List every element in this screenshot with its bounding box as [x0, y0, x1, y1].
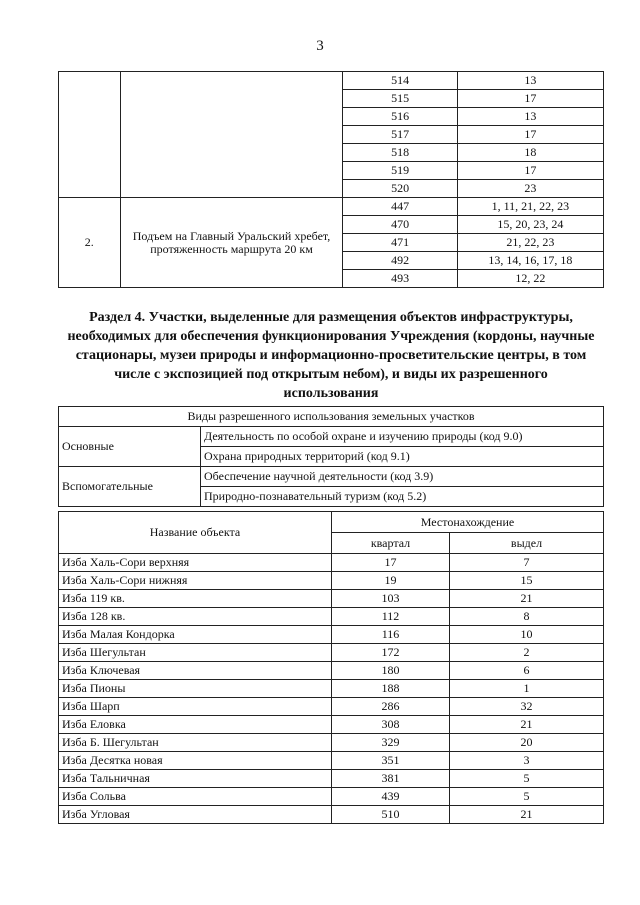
route-name-cell	[120, 72, 343, 198]
table-row	[59, 770, 604, 788]
kvartal-cell: 286	[332, 698, 450, 716]
objects-table	[58, 511, 604, 824]
vydel-cell: 1, 11, 21, 22, 23	[457, 198, 603, 216]
vydel-cell: 10	[450, 626, 604, 644]
kvartal-cell: 515	[343, 90, 457, 108]
object-name-cell: Изба Пионы	[59, 680, 332, 698]
object-name-cell: Изба Малая Кондорка	[59, 626, 332, 644]
kvartal-cell: 520	[343, 180, 457, 198]
main-use-item: Деятельность по особой охране и изучению природы (код 9.0)	[201, 427, 604, 447]
kvartal-cell: 518	[343, 144, 457, 162]
vydel-cell: 23	[457, 180, 603, 198]
kvartal-cell: 471	[343, 234, 457, 252]
vydel-cell: 3	[450, 752, 604, 770]
vydel-cell: 18	[457, 144, 603, 162]
page-number: 3	[316, 38, 324, 54]
route-number-cell	[59, 72, 121, 198]
kvartal-cell: 447	[343, 198, 457, 216]
kvartal-cell: 112	[332, 608, 450, 626]
aux-use-item: Природно-познавательный туризм (код 5.2)	[201, 487, 604, 507]
kvartal-cell: 439	[332, 788, 450, 806]
vydel-cell: 32	[450, 698, 604, 716]
object-name-cell: Изба Угловая	[59, 806, 332, 824]
object-name-cell: Изба Б. Шегультан	[59, 734, 332, 752]
kvartal-cell: 510	[332, 806, 450, 824]
vydel-cell: 7	[450, 554, 604, 572]
kvartal-cell: 116	[332, 626, 450, 644]
kvartal-cell: 381	[332, 770, 450, 788]
table-row	[59, 608, 604, 626]
main-use-item: Охрана природных территорий (код 9.1)	[201, 447, 604, 467]
col-header-kvartal: квартал	[332, 533, 450, 554]
object-name-cell: Изба Шегультан	[59, 644, 332, 662]
vydel-cell: 15, 20, 23, 24	[457, 216, 603, 234]
kvartal-cell: 514	[343, 72, 457, 90]
object-name-cell: Изба Еловка	[59, 716, 332, 734]
col-header-location: Местонахождение	[332, 512, 604, 533]
vydel-cell: 17	[457, 126, 603, 144]
kvartal-cell: 180	[332, 662, 450, 680]
kvartal-cell: 188	[332, 680, 450, 698]
vydel-cell: 15	[450, 572, 604, 590]
table-row	[59, 644, 604, 662]
vydel-cell: 21	[450, 716, 604, 734]
object-name-cell: Изба Шарп	[59, 698, 332, 716]
object-name-cell: Изба Халь-Сори нижняя	[59, 572, 332, 590]
vydel-cell: 20	[450, 734, 604, 752]
table-row	[59, 734, 604, 752]
table-row	[59, 72, 604, 90]
object-name-cell: Изба Ключевая	[59, 662, 332, 680]
vydel-cell: 12, 22	[457, 270, 603, 288]
vydel-cell: 13	[457, 108, 603, 126]
vydel-cell: 21	[450, 806, 604, 824]
table-row	[59, 554, 604, 572]
route-number-cell: 2.	[59, 198, 121, 288]
object-name-cell: Изба 128 кв.	[59, 608, 332, 626]
section-title: Раздел 4. Участки, выделенные для размещения объектов инфраструктуры, необходимых для обеспечения функционирования Учреждения (кордоны, научные стационары, музеи природы и информационно-просветительские центры, в том числе с экспозицией под открытым небом), и виды их разрешенного использования	[67, 310, 595, 401]
vydel-cell: 5	[450, 770, 604, 788]
kvartal-cell: 17	[332, 554, 450, 572]
kvartal-cell: 308	[332, 716, 450, 734]
table-row	[59, 680, 604, 698]
table-row	[59, 698, 604, 716]
kvartal-cell: 103	[332, 590, 450, 608]
table-row	[59, 752, 604, 770]
table-row	[59, 626, 604, 644]
kvartal-cell: 519	[343, 162, 457, 180]
table-row	[59, 806, 604, 824]
vydel-cell: 6	[450, 662, 604, 680]
kvartal-cell: 516	[343, 108, 457, 126]
table-row	[59, 662, 604, 680]
vydel-cell: 21	[450, 590, 604, 608]
vydel-cell: 13	[457, 72, 603, 90]
land-use-table	[58, 406, 604, 507]
table-row	[59, 572, 604, 590]
kvartal-cell: 470	[343, 216, 457, 234]
object-name-cell: Изба Сольва	[59, 788, 332, 806]
object-name-cell: Изба Халь-Сори верхняя	[59, 554, 332, 572]
kvartal-cell: 19	[332, 572, 450, 590]
route-name-cell: Подъем на Главный Уральский хребет, протяженность маршрута 20 км	[120, 198, 343, 288]
kvartal-cell: 351	[332, 752, 450, 770]
vydel-cell: 5	[450, 788, 604, 806]
vydel-cell: 21, 22, 23	[457, 234, 603, 252]
vydel-cell: 8	[450, 608, 604, 626]
vydel-cell: 2	[450, 644, 604, 662]
object-name-cell: Изба Тальничная	[59, 770, 332, 788]
vydel-cell: 17	[457, 162, 603, 180]
table-row	[59, 716, 604, 734]
col-header-name: Название объекта	[59, 512, 332, 554]
object-name-cell: Изба Десятка новая	[59, 752, 332, 770]
col-header-vydel: выдел	[450, 533, 604, 554]
land-use-header: Виды разрешенного использования земельных участков	[59, 407, 604, 427]
table-row	[59, 590, 604, 608]
aux-use-label: Вспомогательные	[59, 467, 201, 507]
kvartal-cell: 492	[343, 252, 457, 270]
vydel-cell: 1	[450, 680, 604, 698]
kvartal-cell: 172	[332, 644, 450, 662]
aux-use-item: Обеспечение научной деятельности (код 3.9)	[201, 467, 604, 487]
table-row	[59, 788, 604, 806]
main-use-label: Основные	[59, 427, 201, 467]
kvartal-cell: 517	[343, 126, 457, 144]
kvartal-cell: 493	[343, 270, 457, 288]
routes-table	[58, 71, 604, 288]
object-name-cell: Изба 119 кв.	[59, 590, 332, 608]
kvartal-cell: 329	[332, 734, 450, 752]
table-row	[59, 198, 604, 216]
vydel-cell: 13, 14, 16, 17, 18	[457, 252, 603, 270]
vydel-cell: 17	[457, 90, 603, 108]
